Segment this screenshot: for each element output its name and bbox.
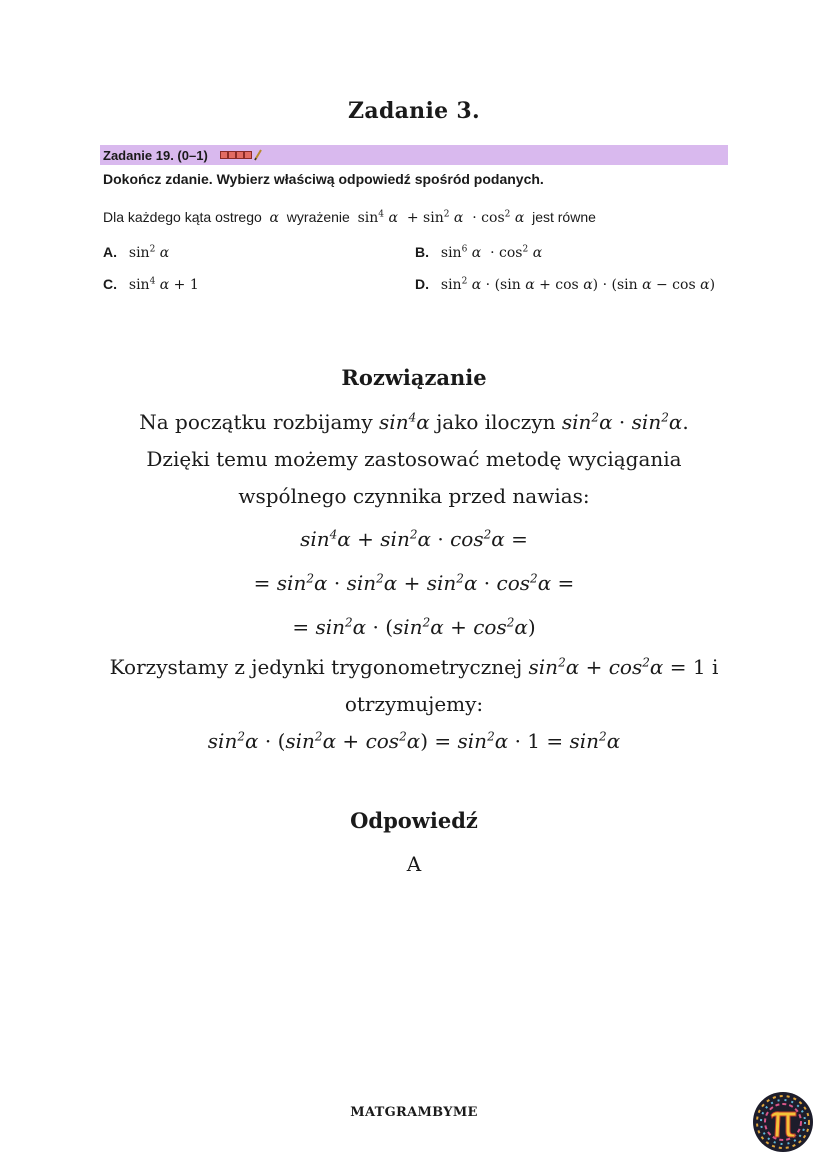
task-number: Zadanie 19. (0–1): [103, 147, 208, 163]
text: Na początku rozbijamy: [139, 410, 373, 434]
math-inline: $\sin^2\alpha$: [528, 655, 580, 679]
equation-line: = $\sin^2\alpha \cdot (\sin^2\alpha + \cos^2\alpha)$: [292, 615, 536, 639]
difficulty-cell: [220, 151, 228, 159]
question-suffix: jest równe: [532, 209, 596, 225]
text: jako iloczyn: [436, 410, 556, 434]
question-variable: α: [269, 210, 280, 226]
option-expression: $\sin^2 \alpha \cdot (\sin$ α + cos α) · (sin α − cos α): [440, 276, 716, 293]
option-c[interactable]: [103, 276, 199, 293]
solution-paragraph: Na początku rozbijamy $\sin^4\alpha$ jako iloczyn $\sin^2\alpha \cdot \sin^2\alpha$.: [139, 410, 689, 434]
math-inline: $\cos^2\alpha$: [608, 655, 664, 679]
footer-brand: MATGRAMBYME: [350, 1105, 478, 1120]
task-box: [100, 145, 728, 304]
option-letter: C.: [103, 276, 117, 292]
option-a[interactable]: [103, 244, 169, 261]
option-letter: B.: [415, 244, 429, 260]
option-letter: D.: [415, 276, 429, 292]
math-inline: $\sin^4\alpha$: [379, 410, 430, 434]
task-header: [100, 145, 728, 165]
answer-heading: Odpowiedź: [350, 808, 478, 833]
solution-heading: Rozwiązanie: [341, 365, 487, 390]
math-inline: $\sin^2\alpha$: [561, 410, 613, 434]
solution-body: [90, 404, 738, 759]
difficulty-cell: [244, 151, 252, 159]
option-letter: A.: [103, 244, 117, 260]
option-expression: $\sin^4 \alpha + 1$: [128, 276, 199, 293]
solution-line: otrzymujemy:: [344, 692, 484, 716]
math-inline: $\sin^2\alpha$: [631, 410, 683, 434]
text: .: [682, 410, 689, 434]
answer-options: [100, 244, 728, 304]
question-prefix: Dla każdego kąta ostrego: [103, 209, 262, 225]
option-b[interactable]: [415, 244, 542, 261]
question-expression: $\sin^4 \alpha + \sin^2 \alpha \cdot \cos^2 \alpha$: [357, 209, 525, 226]
option-expression: $\sin^6 \alpha \cdot \cos^2 \alpha$: [440, 244, 543, 261]
task-instruction: Dokończ zdanie. Wybierz właściwą odpowiedź spośród podanych.: [103, 171, 544, 187]
solution-line: wspólnego czynnika przed nawias:: [238, 484, 590, 508]
pi-logo-icon: [752, 1091, 814, 1153]
difficulty-cell: [236, 151, 244, 159]
difficulty-cell: [228, 151, 236, 159]
solution-paragraph: Korzystamy z jedynki trygonometrycznej $\sin^2\alpha + \cos^2\alpha = 1$ i: [109, 655, 719, 679]
equation-line: $\sin^4\alpha + \sin^2\alpha \cdot \cos^2\alpha$ =: [300, 527, 528, 551]
answer-value: A: [406, 852, 422, 876]
page-title: Zadanie 3.: [348, 98, 480, 124]
option-expression: $\sin^2 \alpha$: [128, 244, 170, 261]
pencil-icon: [254, 149, 262, 161]
text: Korzystamy z jedynki trygonometrycznej: [109, 655, 523, 679]
text: i: [711, 655, 719, 679]
equation-line: $\sin^2\alpha \cdot (\sin^2\alpha + \cos^2\alpha) = \sin^2\alpha \cdot 1 = \sin^2\alpha$: [207, 729, 621, 753]
task-question: [100, 209, 728, 226]
solution-line: Dzięki temu możemy zastosować metodę wyciągania: [146, 447, 682, 471]
difficulty-indicator: [220, 149, 262, 161]
question-mid: wyrażenie: [286, 209, 350, 225]
option-d[interactable]: [415, 276, 715, 293]
equation-line: = $\sin^2\alpha \cdot \sin^2\alpha + \sin^2\alpha \cdot \cos^2\alpha$ =: [253, 571, 575, 595]
